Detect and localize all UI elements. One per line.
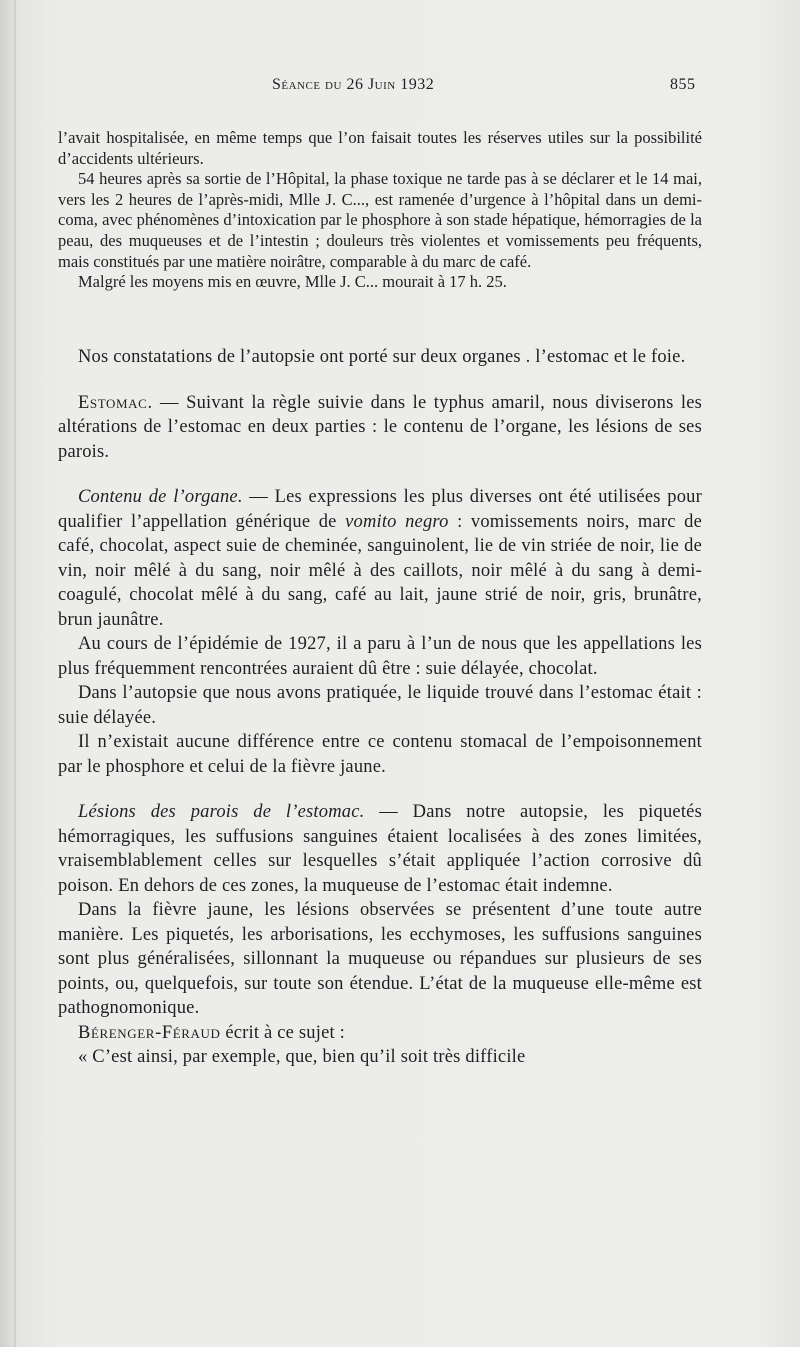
subheading-lesions: Lésions des parois de l’estomac. — [78, 802, 365, 822]
paragraph-death: Malgré les moyens mis en œuvre, Mlle J. C... mourait à 17 h. 25. — [78, 272, 507, 292]
paragraph-no-difference: Il n’existait aucune différence entre ce contenu stomacal de l’empoisonnement par le phosphore et celui de la fièvre jaune. — [58, 732, 702, 777]
paragraph-toxic-phase: 54 heures après sa sortie de l’Hôpital, la phase toxique ne tarde pas à se déclarer et le 14 mai, vers les 2 heures de l’après-midi, Mlle J. C..., est ramenée d’urgence à l’hôpital dans un demi-coma, avec phénomènes d’intoxication par le phosphore à son stade hépatique, hémorragies de la peau, des muqueuses et de l’intestin ; douleurs très violentes et vomissements peu fréquents, mais constitués par une matière noirâtre, comparable à du marc de café. — [58, 169, 702, 271]
paragraph-stomach: Estomac. — Suivant la règle suivie dans le typhus amaril, nous diviserons les altérations de l’estomac en deux parties : le contenu de l’organe, les lésions de ses parois. — [58, 392, 702, 462]
paragraph-yellow-fever: Dans la fièvre jaune, les lésions observées se présentent d’une toute autre manière. Les piquetés, les arborisations, les ecchymoses, les suffusions sanguines sont plus généralisées, sillonnant la muqueuse ou répandues sur plusieurs de ses points, ou, quelquefois, sur toute son étendue. L’état de la muqueuse elle-même est pathognomonique. — [58, 900, 702, 1018]
paragraph-autopsy-organs: Nos constatations de l’autopsie ont porté sur deux organes . l’estomac et le foie. — [78, 347, 686, 367]
paragraph-liquid-found: Dans l’autopsie que nous avons pratiquée, le liquide trouvé dans l’estomac était : suie délayée. — [58, 683, 702, 728]
term-vomito-negro: vomito negro — [345, 511, 449, 532]
subheading-contenu: Contenu de l’organe. — [78, 487, 243, 507]
section-spacer — [58, 464, 702, 485]
binding-gutter — [14, 0, 16, 1347]
running-header — [0, 76, 800, 100]
paragraph-epidemic-1927: Au cours de l’épidémie de 1927, il a paru à l’un de nous que les appellations les plus fréquemment rencontrées auraient dû être : suie délayée, chocolat. — [58, 634, 702, 679]
opening-text-block — [58, 128, 702, 293]
author-name: Bérenger-Féraud — [78, 1022, 221, 1043]
section-heading-estomac: Estomac. — [78, 392, 153, 413]
main-text-block — [58, 345, 702, 1070]
header-title: Séance du 26 Juin 1932 — [272, 76, 435, 93]
section-spacer — [58, 370, 702, 391]
paragraph-wall-lesions: Lésions des parois de l’estomac. — Dans notre autopsie, les piquetés hémorragiques, les suffusions sanguines étaient localisées à des zones limitées, vraisemblablement celles sur lesquelles s’était appliquée l’action corrosive dû poison. En dehors de ces zones, la muqueuse de l’estomac était indemne. — [58, 802, 702, 896]
page-number: 855 — [670, 76, 696, 93]
paragraph-quote-start: « C’est ainsi, par exemple, que, bien qu’il soit très difficile — [78, 1047, 526, 1067]
paragraph-contents: Contenu de l’organe. — Les expressions les plus diverses ont été utilisées pour qualifier l’appellation générique de vomito negro : vomissements noirs, marc de café, chocolat, aspect suie de cheminée, sanguinolent, lie de vin striée de noir, lie de vin, noir mêlé à du sang, noir mêlé à des caillots, noir mêlé à du sang à demi-coagulé, chocolat mêlé à du sang, café au lait, jaune strié de noir, gris, brunâtre, brun jaunâtre. — [58, 487, 703, 630]
section-spacer — [58, 779, 702, 800]
paragraph-berenger: Bérenger-Féraud écrit à ce sujet : — [78, 1022, 346, 1043]
paragraph-hospitalisation: l’avait hospitalisée, en même temps que l’on faisait toutes les réserves utiles sur la possibilité d’accidents ultérieurs. — [58, 128, 702, 168]
